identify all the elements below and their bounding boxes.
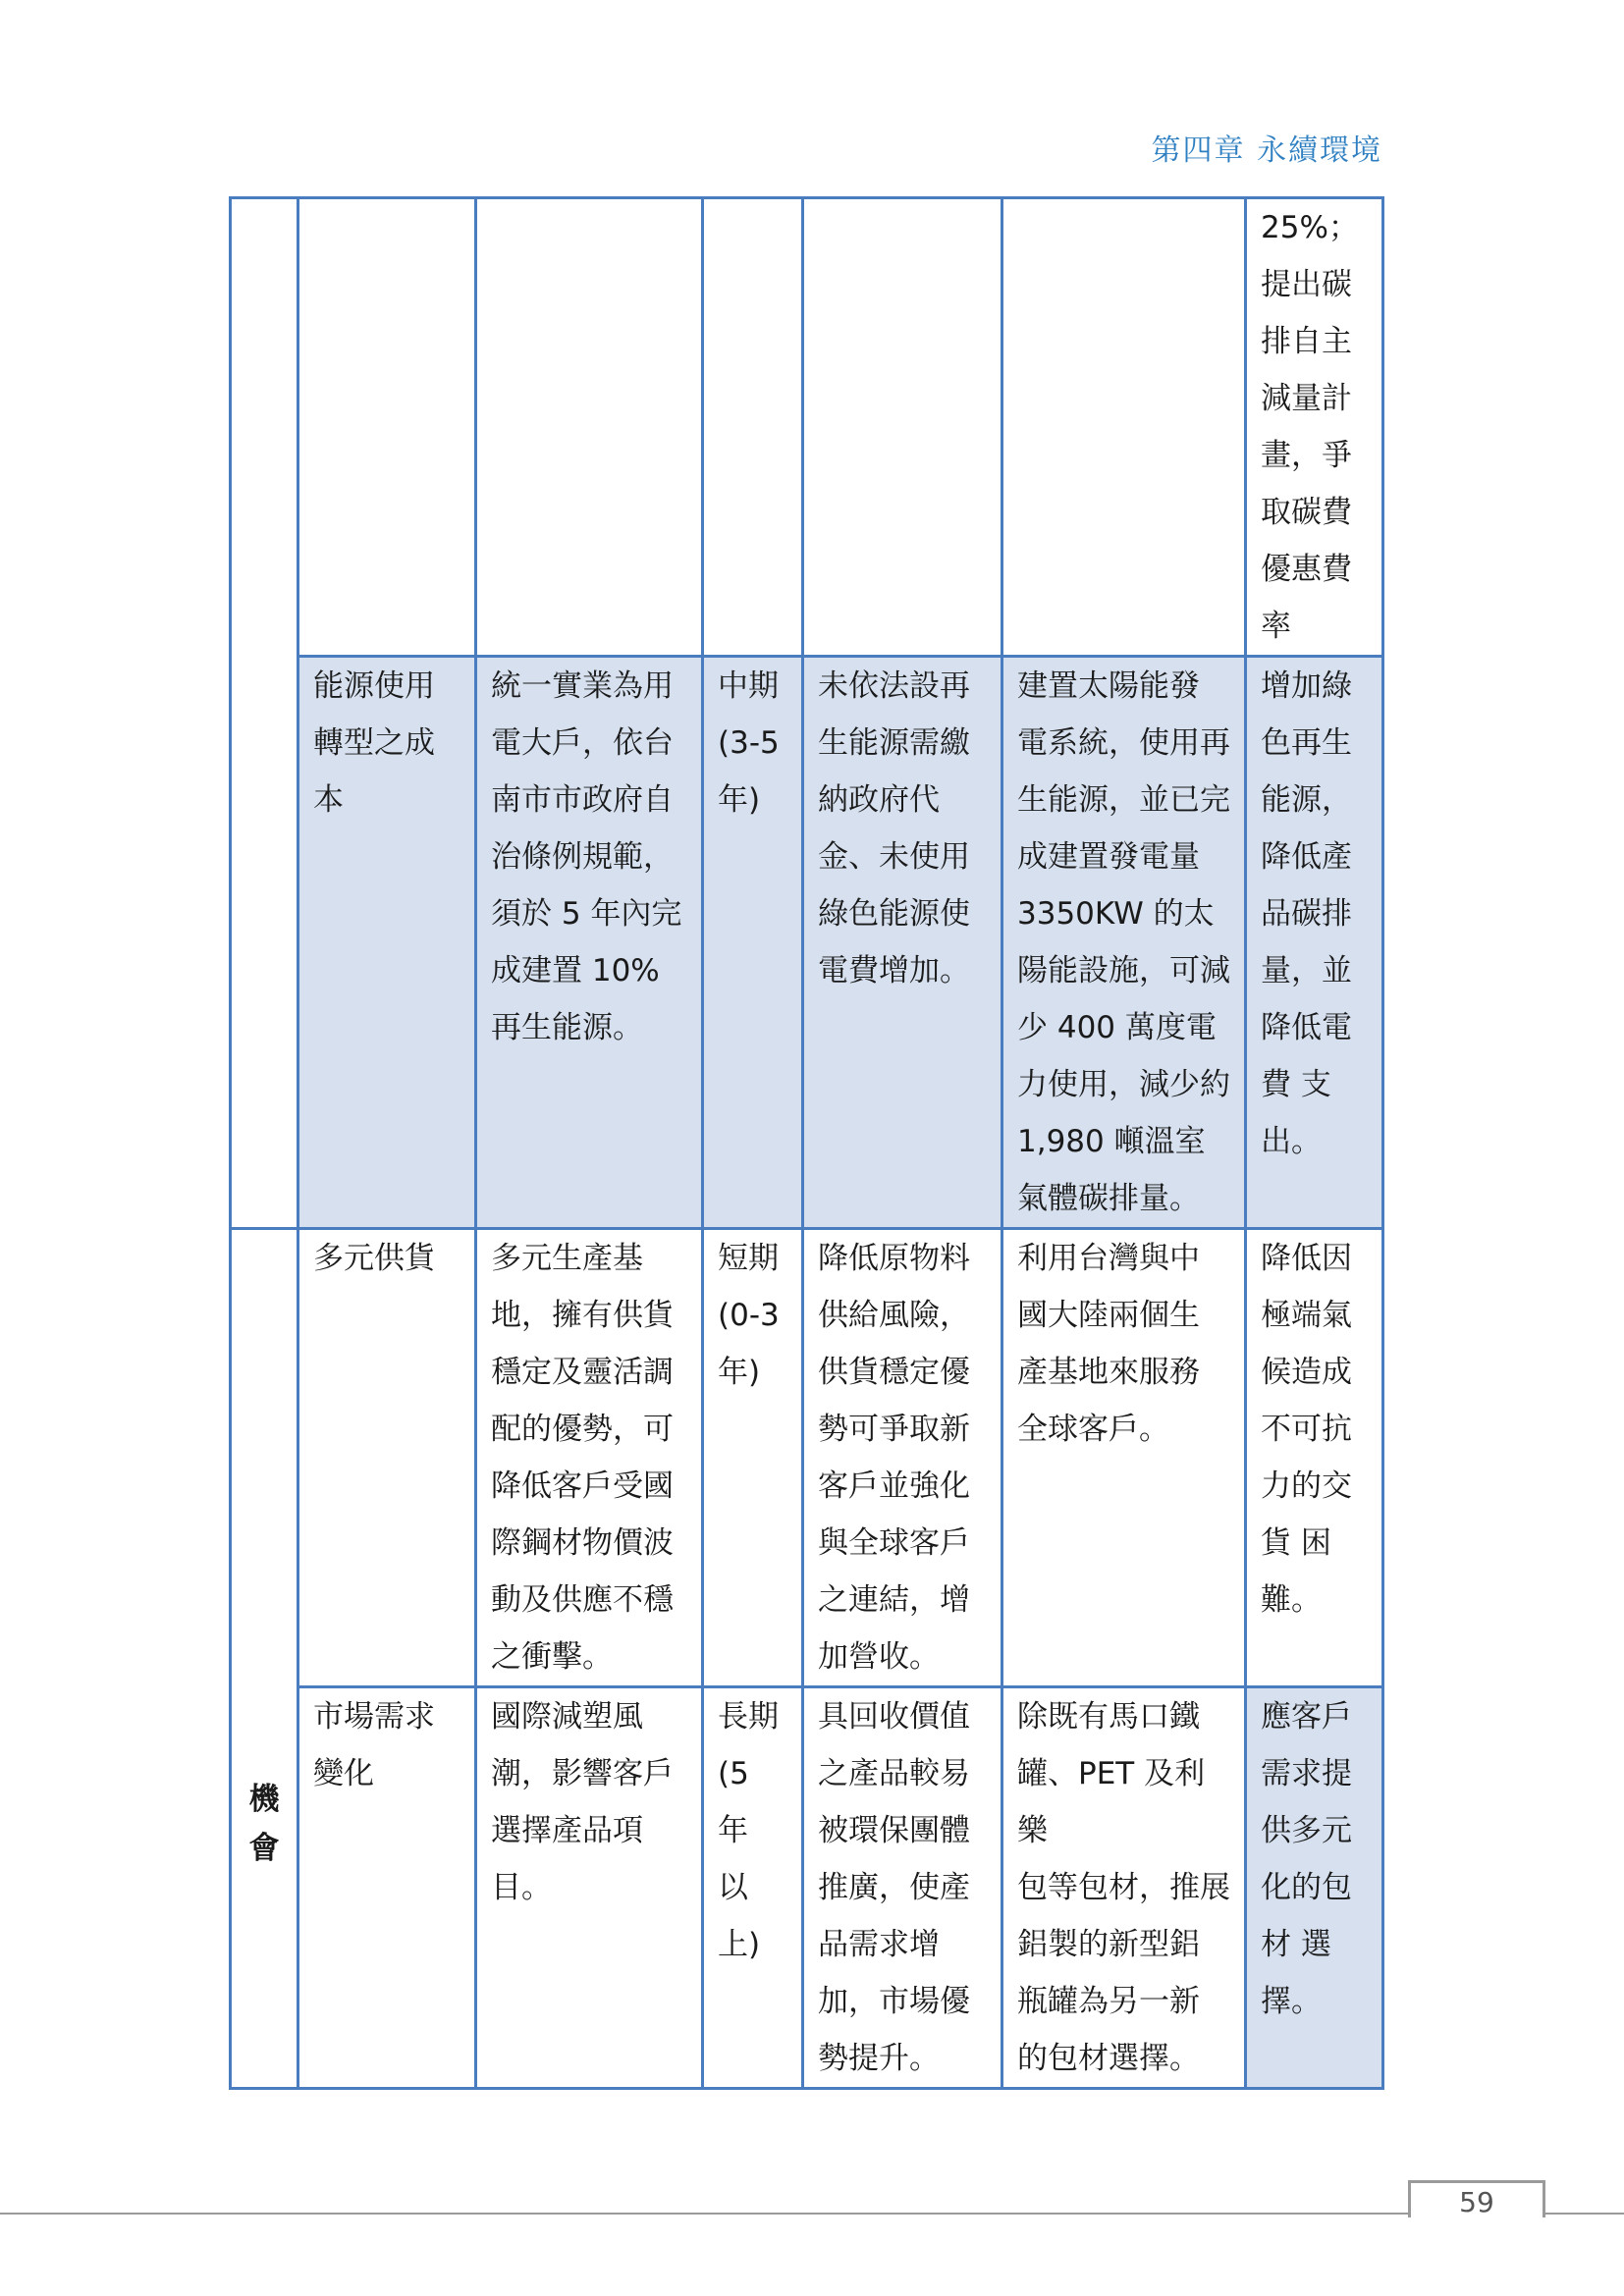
effect-cell: 應客戶 需求提 供多元 化的包 材 選 擇。 [1246, 1687, 1383, 2089]
cell-empty [1002, 198, 1246, 657]
effect-cell: 降低因 極端氣 候造成 不可抗 力的交 貨 困 難。 [1246, 1229, 1383, 1687]
cell-empty [803, 198, 1002, 657]
footer-rule [0, 2213, 1624, 2215]
table-row-market-demand [231, 1687, 1383, 2089]
impact-cell: 未依法設再 生能源需繳 納政府代 金、未使用 綠色能源使 電費增加。 [803, 657, 1002, 1229]
cell-empty [476, 198, 703, 657]
continuation-action-cell: 25%； 提出碳 排自主 減量計 畫，爭 取碳費 優惠費 率 [1246, 198, 1383, 657]
item-cell: 市場需求 變化 [298, 1687, 476, 2089]
category-cell-risk [231, 198, 298, 1229]
term-cell: 長期 (5 年 以 上) [703, 1687, 803, 2089]
page-number: 59 [1408, 2180, 1545, 2217]
table-row-diverse-supply [231, 1229, 1383, 1687]
description-cell: 國際減塑風 潮，影響客戶 選擇產品項 目。 [476, 1687, 703, 2089]
item-cell: 能源使用 轉型之成 本 [298, 657, 476, 1229]
cell-empty [298, 198, 476, 657]
impact-cell: 具回收價值 之產品較易 被環保團體 推廣，使產 品需求增 加，市場優 勢提升。 [803, 1687, 1002, 2089]
chapter-header: 第四章 永續環境 [1151, 133, 1382, 168]
effect-cell: 增加綠 色再生 能源， 降低產 品碳排 量，並 降低電 費 支 出。 [1246, 657, 1383, 1229]
category-cell-opportunity: 機 會 [231, 1229, 298, 2089]
term-cell: 中期 (3-5 年) [703, 657, 803, 1229]
item-cell: 多元供貨 [298, 1229, 476, 1687]
climate-risk-opportunity-table [229, 196, 1384, 2090]
impact-cell: 降低原物料 供給風險， 供貨穩定優 勢可爭取新 客戶並強化 與全球客戶 之連結，增 加營收。 [803, 1229, 1002, 1687]
description-cell: 多元生產基 地，擁有供貨 穩定及靈活調 配的優勢，可 降低客戶受國 際鋼材物價波 動及供應不穩 之衝擊。 [476, 1229, 703, 1687]
table-row-energy-transition [231, 657, 1383, 1229]
measure-cell: 建置太陽能發 電系統，使用再 生能源，並已完 成建置發電量 3350KW 的太 陽能設施，可減 少 400 萬度電 力使用，減少約 1,980 噸溫室 氣體碳排量。 [1002, 657, 1246, 1229]
description-cell: 統一實業為用 電大戶，依台 南市市政府自 治條例規範， 須於 5 年內完 成建置 10% 再生能源。 [476, 657, 703, 1229]
cell-empty [703, 198, 803, 657]
measure-cell: 除既有馬口鐵 罐、PET 及利樂 包等包材，推展 鋁製的新型鋁 瓶罐為另一新 的包材選擇。 [1002, 1687, 1246, 2089]
measure-cell: 利用台灣與中 國大陸兩個生 產基地來服務 全球客戶。 [1002, 1229, 1246, 1687]
term-cell: 短期 (0-3 年) [703, 1229, 803, 1687]
table-row-continuation [231, 198, 1383, 657]
